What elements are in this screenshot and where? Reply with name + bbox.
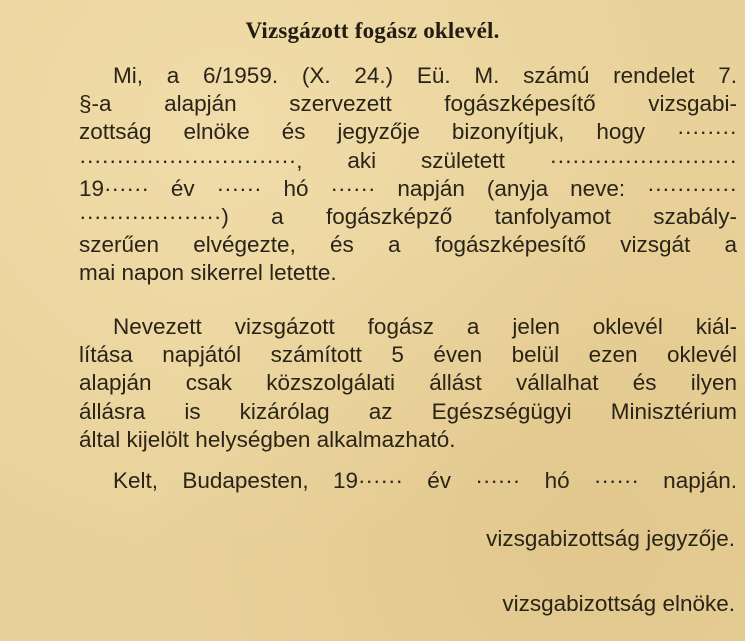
- paragraph-line: mai napon sikerrel letette.: [79, 260, 337, 286]
- paragraph-line: §-a alapján szervezett fogászképesítő vizsgabi-: [79, 91, 737, 117]
- paragraph-line: által kijelölt helységben alkalmazható.: [79, 426, 456, 452]
- paragraph-line: alapján csak közszolgálati állást vállalhat és ilyen: [79, 370, 737, 396]
- issue-date-line: Kelt, Budapesten, 19······ év ······ hó ······ napján.: [113, 468, 737, 493]
- paragraph-line: 19······ év ······ hó ······ napján (anyja neve: ············: [79, 175, 737, 201]
- paragraph-line: zottság elnöke és jegyzője bizonyítjuk, hogy ········: [79, 119, 737, 145]
- paragraph-line: ·····························, aki született ·························: [79, 147, 737, 173]
- chair-signature-label: vizsgabizottság elnöke.: [502, 591, 735, 616]
- secretary-signature-label: vizsgabizottság jegyzője.: [486, 526, 735, 551]
- paragraph-line: lítása napjától számított 5 éven belül ezen oklevél: [79, 342, 737, 368]
- restriction-paragraph: [79, 313, 737, 454]
- certification-paragraph: [79, 62, 737, 288]
- paragraph-line: ···················) a fogászképző tanfolyamot szabály-: [79, 203, 737, 229]
- paragraph-line: Nevezett vizsgázott fogász a jelen oklevél kiál-: [113, 314, 737, 339]
- paragraph-line: Mi, a 6/1959. (X. 24.) Eü. M. számú rendelet 7.: [113, 63, 737, 88]
- paragraph-line: szerűen elvégezte, és a fogászképesítő vizsgát a: [79, 232, 737, 258]
- document-title: Vizsgázott fogász oklevél.: [245, 18, 500, 43]
- paragraph-line: állásra is kizárólag az Egészségügyi Minisztérium: [79, 398, 737, 424]
